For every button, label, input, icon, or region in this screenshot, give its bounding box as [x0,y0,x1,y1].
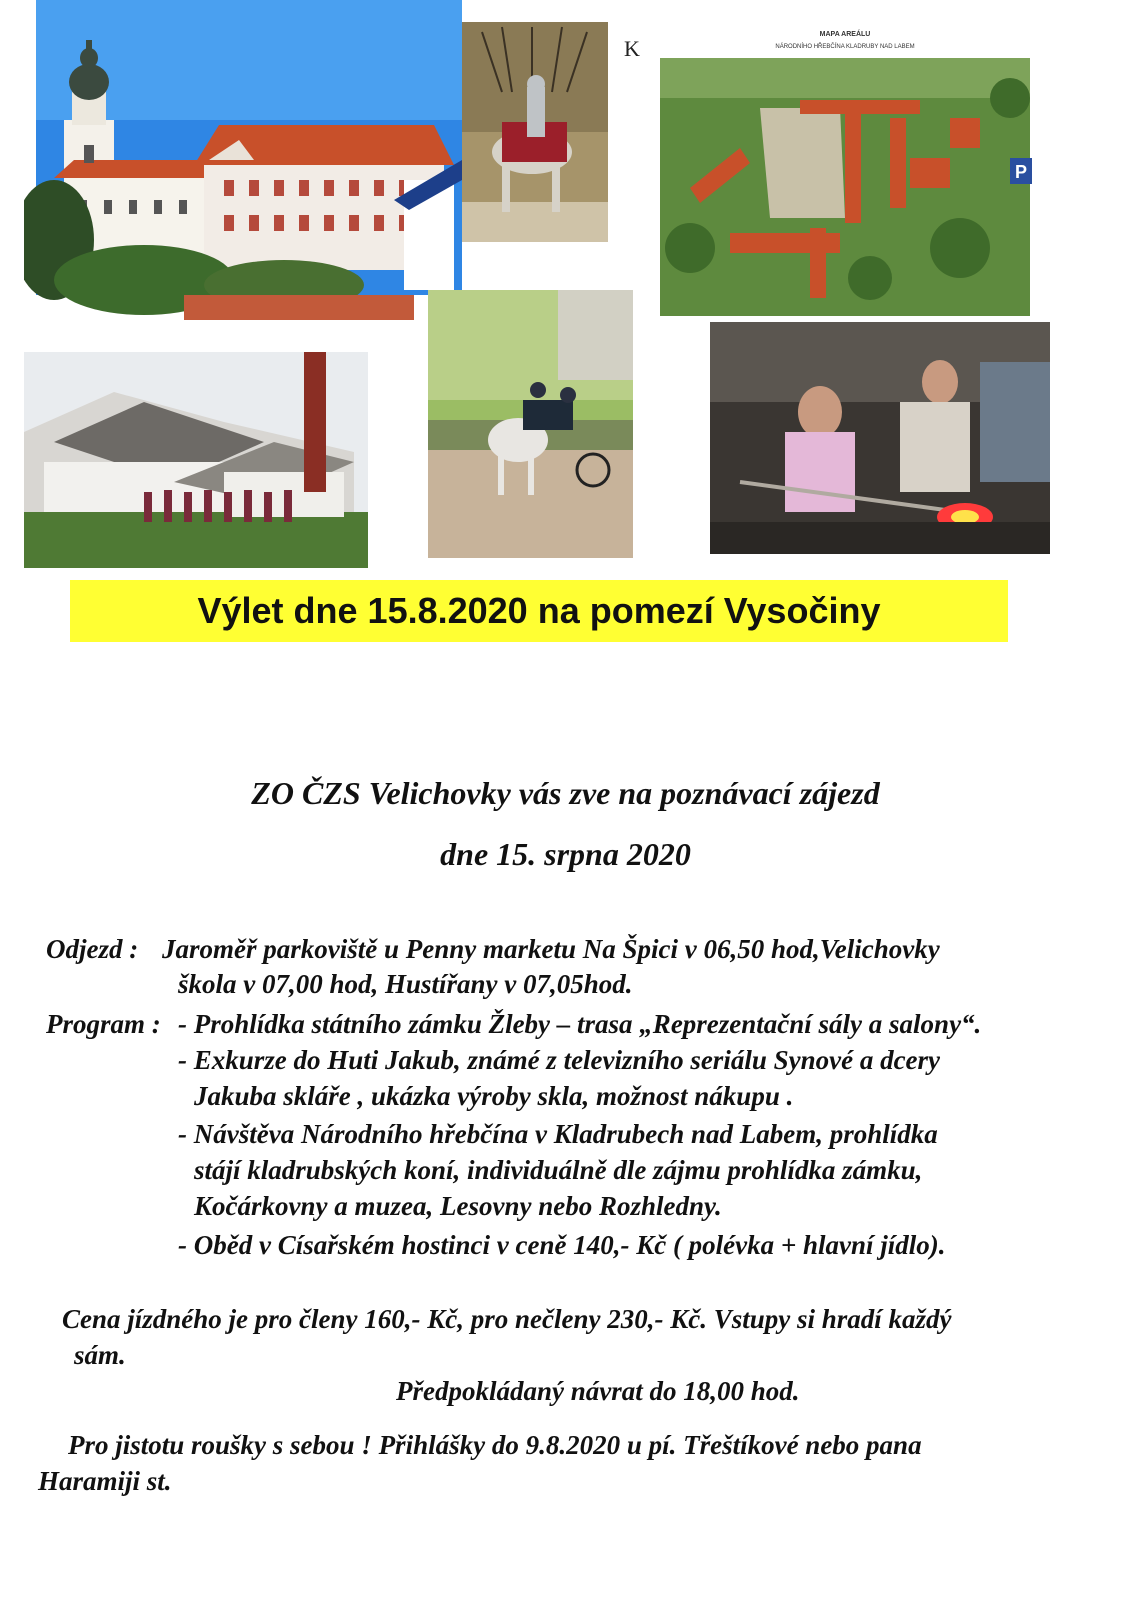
map-subtitle: NÁRODNÍHO HŘEBČÍNA KLADRUBY NAD LABEM [775,44,915,50]
program-item-continued: Jakuba skláře , ukázka výroby skla, možnost nákupu . [194,1081,794,1111]
kladruby-map-photo [610,18,1065,318]
invitation-date: dne 15. srpna 2020 [440,836,691,872]
headline-banner: Výlet dne 15.8.2020 na pomezí Vysočiny [70,580,1008,642]
parking-sign: P [1014,162,1028,182]
program-item: - Oběd v Císařském hostinci v ceně 140,- Kč ( polévka + hlavní jídlo). [178,1230,946,1260]
program-item: - Prohlídka státního zámku Žleby – trasa „Reprezentační sály a salony“. [178,1009,982,1039]
program-item: - Návštěva Národního hřebčína v Kladrubech nad Labem, prohlídka [178,1119,938,1149]
departure-text: Jaroměř parkoviště u Penny marketu Na Špici v 06,50 hod,Velichovky [162,934,940,964]
invitation-line: ZO ČZS Velichovky vás zve na poznávací zájezd [251,775,880,811]
program-item-continued: Kočárkovny a muzea, Lesovny nebo Rozhledny. [194,1191,722,1221]
registration-note-continued: Haramiji st. [38,1466,172,1496]
price-text-continued: sám. [74,1340,126,1370]
return-time: Předpokládaný návrat do 18,00 hod. [396,1376,800,1406]
castle-photo [24,0,462,320]
horse-carriage-photo [428,290,633,558]
departure-text-continued: škola v 07,00 hod, Hustířany v 07,05hod. [178,969,633,999]
program-item: - Exkurze do Huti Jakub, známé z televizního seriálu Synové a dcery [178,1045,941,1075]
registration-note: Pro jistotu roušky s sebou ! Přihlášky do 9.8.2020 u pí. Třeštíkové nebo pana [68,1430,922,1460]
k-logo: K [624,36,640,61]
map-title: MAPA AREÁLU [819,31,871,38]
program-item-continued: stájí kladrubských koní, individuálně dle zájmu prohlídka zámku, [194,1155,923,1185]
glassworks-building-photo [24,352,368,568]
price-text: Cena jízdného je pro členy 160,- Kč, pro nečleny 230,- Kč. Vstupy si hradí každý [62,1304,952,1334]
glass-blowing-photo [710,322,1050,554]
program-label: Program : [46,1009,161,1039]
departure-label: Odjezd : [46,934,139,964]
armour-photo [462,22,608,242]
